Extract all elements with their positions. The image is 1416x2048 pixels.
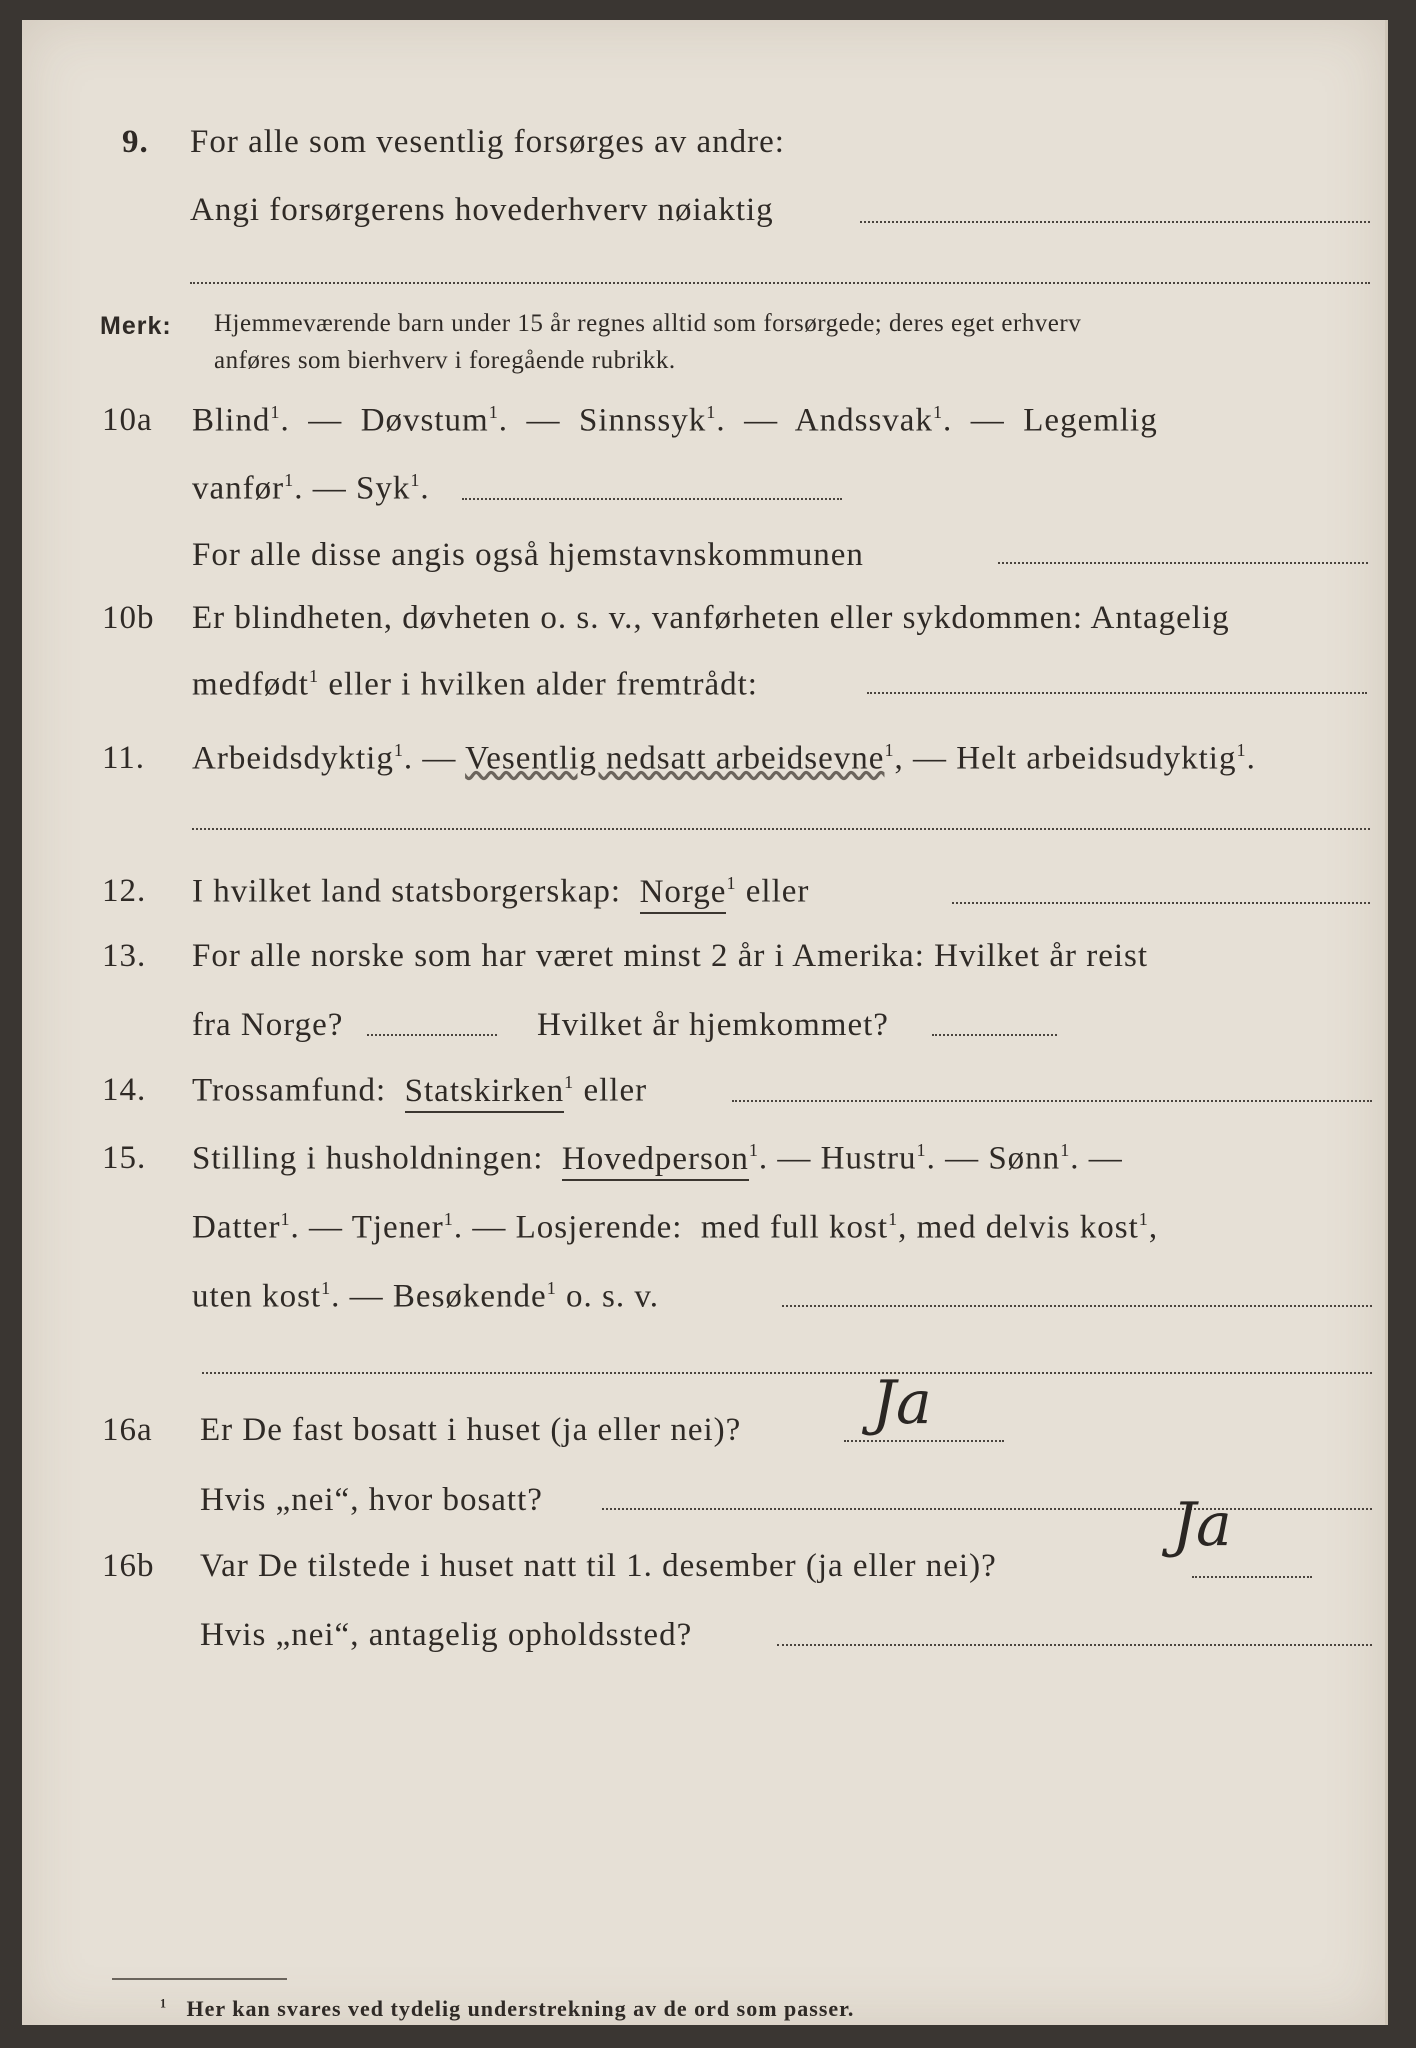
- q16a-answer-field[interactable]: [844, 1440, 1004, 1442]
- option-helt-arbeidsudyktig[interactable]: Helt arbeidsudyktig: [956, 740, 1237, 777]
- q15-answer-field[interactable]: [782, 1305, 1372, 1307]
- q10a-line-1: Blind$^1$. — Døvstum$^1$. — Sinnssyk$^1$. — Andssvak$^1$. — Legemlig: [192, 402, 1158, 439]
- q15-line-1: Stilling i husholdningen: Hovedperson$^1$. — Hustru$^1$. — Sønn$^1$. —: [192, 1140, 1123, 1178]
- q16b-handwritten-answer: Ja: [1172, 1490, 1232, 1560]
- q16a-line-2: Hvis „nei“, hvor bosatt?: [200, 1482, 543, 1518]
- option-hovedperson[interactable]: Hovedperson: [562, 1141, 749, 1181]
- option-vanfor[interactable]: vanfør: [192, 470, 285, 507]
- merk-line-2: anføres som bierhverv i foregående rubrikk.: [214, 347, 676, 374]
- q9-label: Angi forsørgerens hovederhverv nøiaktig: [190, 192, 774, 228]
- option-arbeidsdyktig[interactable]: Arbeidsdyktig: [192, 740, 394, 777]
- q15-line-3: uten kost$^1$. — Besøkende$^1$ o. s. v.: [192, 1278, 659, 1315]
- q12-answer-field[interactable]: [952, 902, 1370, 904]
- q13-reist-field[interactable]: [367, 1034, 497, 1036]
- q12-line: I hvilket land statsborgerskap: Norge$^1$ eller: [192, 873, 809, 911]
- q11-line: Arbeidsdyktig$^1$. — Vesentlig nedsatt arbeidsevne$^1$, — Helt arbeidsudyktig$^1$.: [192, 740, 1256, 777]
- q15-line-2: Datter$^1$. — Tjener$^1$. — Losjerende: med full kost$^1$, med delvis kost$^1$,: [192, 1209, 1159, 1246]
- option-hustru[interactable]: Hustru: [820, 1140, 917, 1177]
- q16b-line-2: Hvis „nei“, antagelig opholdssted?: [200, 1617, 693, 1653]
- option-norge[interactable]: Norge: [640, 874, 727, 914]
- footnote: [160, 1996, 854, 2022]
- q16b-line-1: Var De tilstede i huset natt til 1. desember (ja eller nei)?: [200, 1548, 997, 1584]
- q14-line: Trossamfund: Statskirken$^1$ eller: [192, 1072, 647, 1110]
- option-vesentlig-nedsatt[interactable]: Vesentlig nedsatt arbeidsevne: [465, 740, 885, 777]
- option-andssvak[interactable]: Andssvak: [794, 402, 933, 439]
- q10a-hjemstavn-field[interactable]: [998, 562, 1368, 564]
- option-medfodt[interactable]: medfødt: [192, 666, 309, 703]
- option-full-kost[interactable]: med full kost: [700, 1209, 889, 1246]
- option-sonn[interactable]: Sønn: [988, 1140, 1061, 1177]
- option-besokende[interactable]: Besøkende: [392, 1278, 547, 1315]
- option-datter[interactable]: Datter: [192, 1209, 281, 1246]
- option-statskirken[interactable]: Statskirken: [405, 1073, 564, 1113]
- q10b-line-2: medfødt$^1$ eller i hvilken alder fremtrådt:: [192, 666, 758, 703]
- q10a-answer-field[interactable]: [462, 498, 842, 500]
- q16b-answer-field[interactable]: [1192, 1576, 1312, 1578]
- q10b-answer-field[interactable]: [867, 692, 1367, 694]
- merk-line-1: Hjemmeværende barn under 15 år regnes alltid som forsørgede; deres eget erhverv: [214, 310, 1082, 337]
- q13-number: 13.: [102, 938, 147, 974]
- q15-number: 15.: [102, 1140, 147, 1176]
- q10b-line-1: Er blindheten, døvheten o. s. v., vanførheten eller sykdommen: Antagelig: [192, 600, 1230, 636]
- footnote-rule: [112, 1978, 287, 1980]
- footnote-mark: 1: [160, 1996, 168, 2011]
- q16a-number: 16a: [102, 1412, 153, 1448]
- q10a-line-3: For alle disse angis også hjemstavnskommunen: [192, 537, 864, 573]
- q15-answer-field-2[interactable]: [202, 1372, 1372, 1374]
- q9-answer-field[interactable]: [860, 221, 1370, 223]
- q14-number: 14.: [102, 1072, 147, 1108]
- q14-answer-field[interactable]: [732, 1100, 1372, 1102]
- q16a-handwritten-answer: Ja: [872, 1368, 932, 1438]
- q11-answer-field[interactable]: [192, 828, 1370, 830]
- q13-line-1: For alle norske som har været minst 2 år i Amerika: Hvilket år reist: [192, 938, 1149, 974]
- q9-number: 9.: [122, 124, 149, 160]
- option-delvis-kost[interactable]: med delvis kost: [916, 1209, 1139, 1246]
- q16b-number: 16b: [102, 1548, 155, 1584]
- q10a-line-2: vanfør$^1$. — Syk$^1$.: [192, 470, 430, 507]
- option-blind[interactable]: Blind: [192, 402, 271, 439]
- q10a-number: 10a: [102, 402, 153, 438]
- option-syk[interactable]: Syk: [355, 470, 411, 507]
- q13-hjemkommet-label: Hvilket år hjemkommet?: [537, 1007, 889, 1043]
- merk-label: Merk:: [100, 312, 172, 340]
- q16a-bosatt-field[interactable]: [602, 1508, 1372, 1510]
- census-form-page: [22, 20, 1388, 2025]
- q13-reist-label: fra Norge?: [192, 1007, 344, 1043]
- option-dovstum[interactable]: Døvstum: [360, 402, 489, 439]
- q13-hjemkommet-field[interactable]: [932, 1034, 1057, 1036]
- q11-number: 11.: [102, 740, 146, 776]
- option-legemlig[interactable]: Legemlig: [1023, 402, 1158, 439]
- q12-number: 12.: [102, 873, 147, 909]
- q9-title: For alle som vesentlig forsørges av andre:: [190, 124, 785, 160]
- q16b-opholdssted-field[interactable]: [777, 1644, 1372, 1646]
- q16a-line-1: Er De fast bosatt i huset (ja eller nei)?: [200, 1412, 742, 1448]
- footnote-text: Her kan svares ved tydelig understrekning av de ord som passer.: [186, 1996, 855, 2021]
- q10b-number: 10b: [102, 600, 155, 636]
- option-tjener[interactable]: Tjener: [351, 1209, 444, 1246]
- option-uten-kost[interactable]: uten kost: [192, 1278, 322, 1315]
- option-sinnssyk[interactable]: Sinnssyk: [579, 402, 707, 439]
- q9-answer-field-2[interactable]: [190, 282, 1370, 284]
